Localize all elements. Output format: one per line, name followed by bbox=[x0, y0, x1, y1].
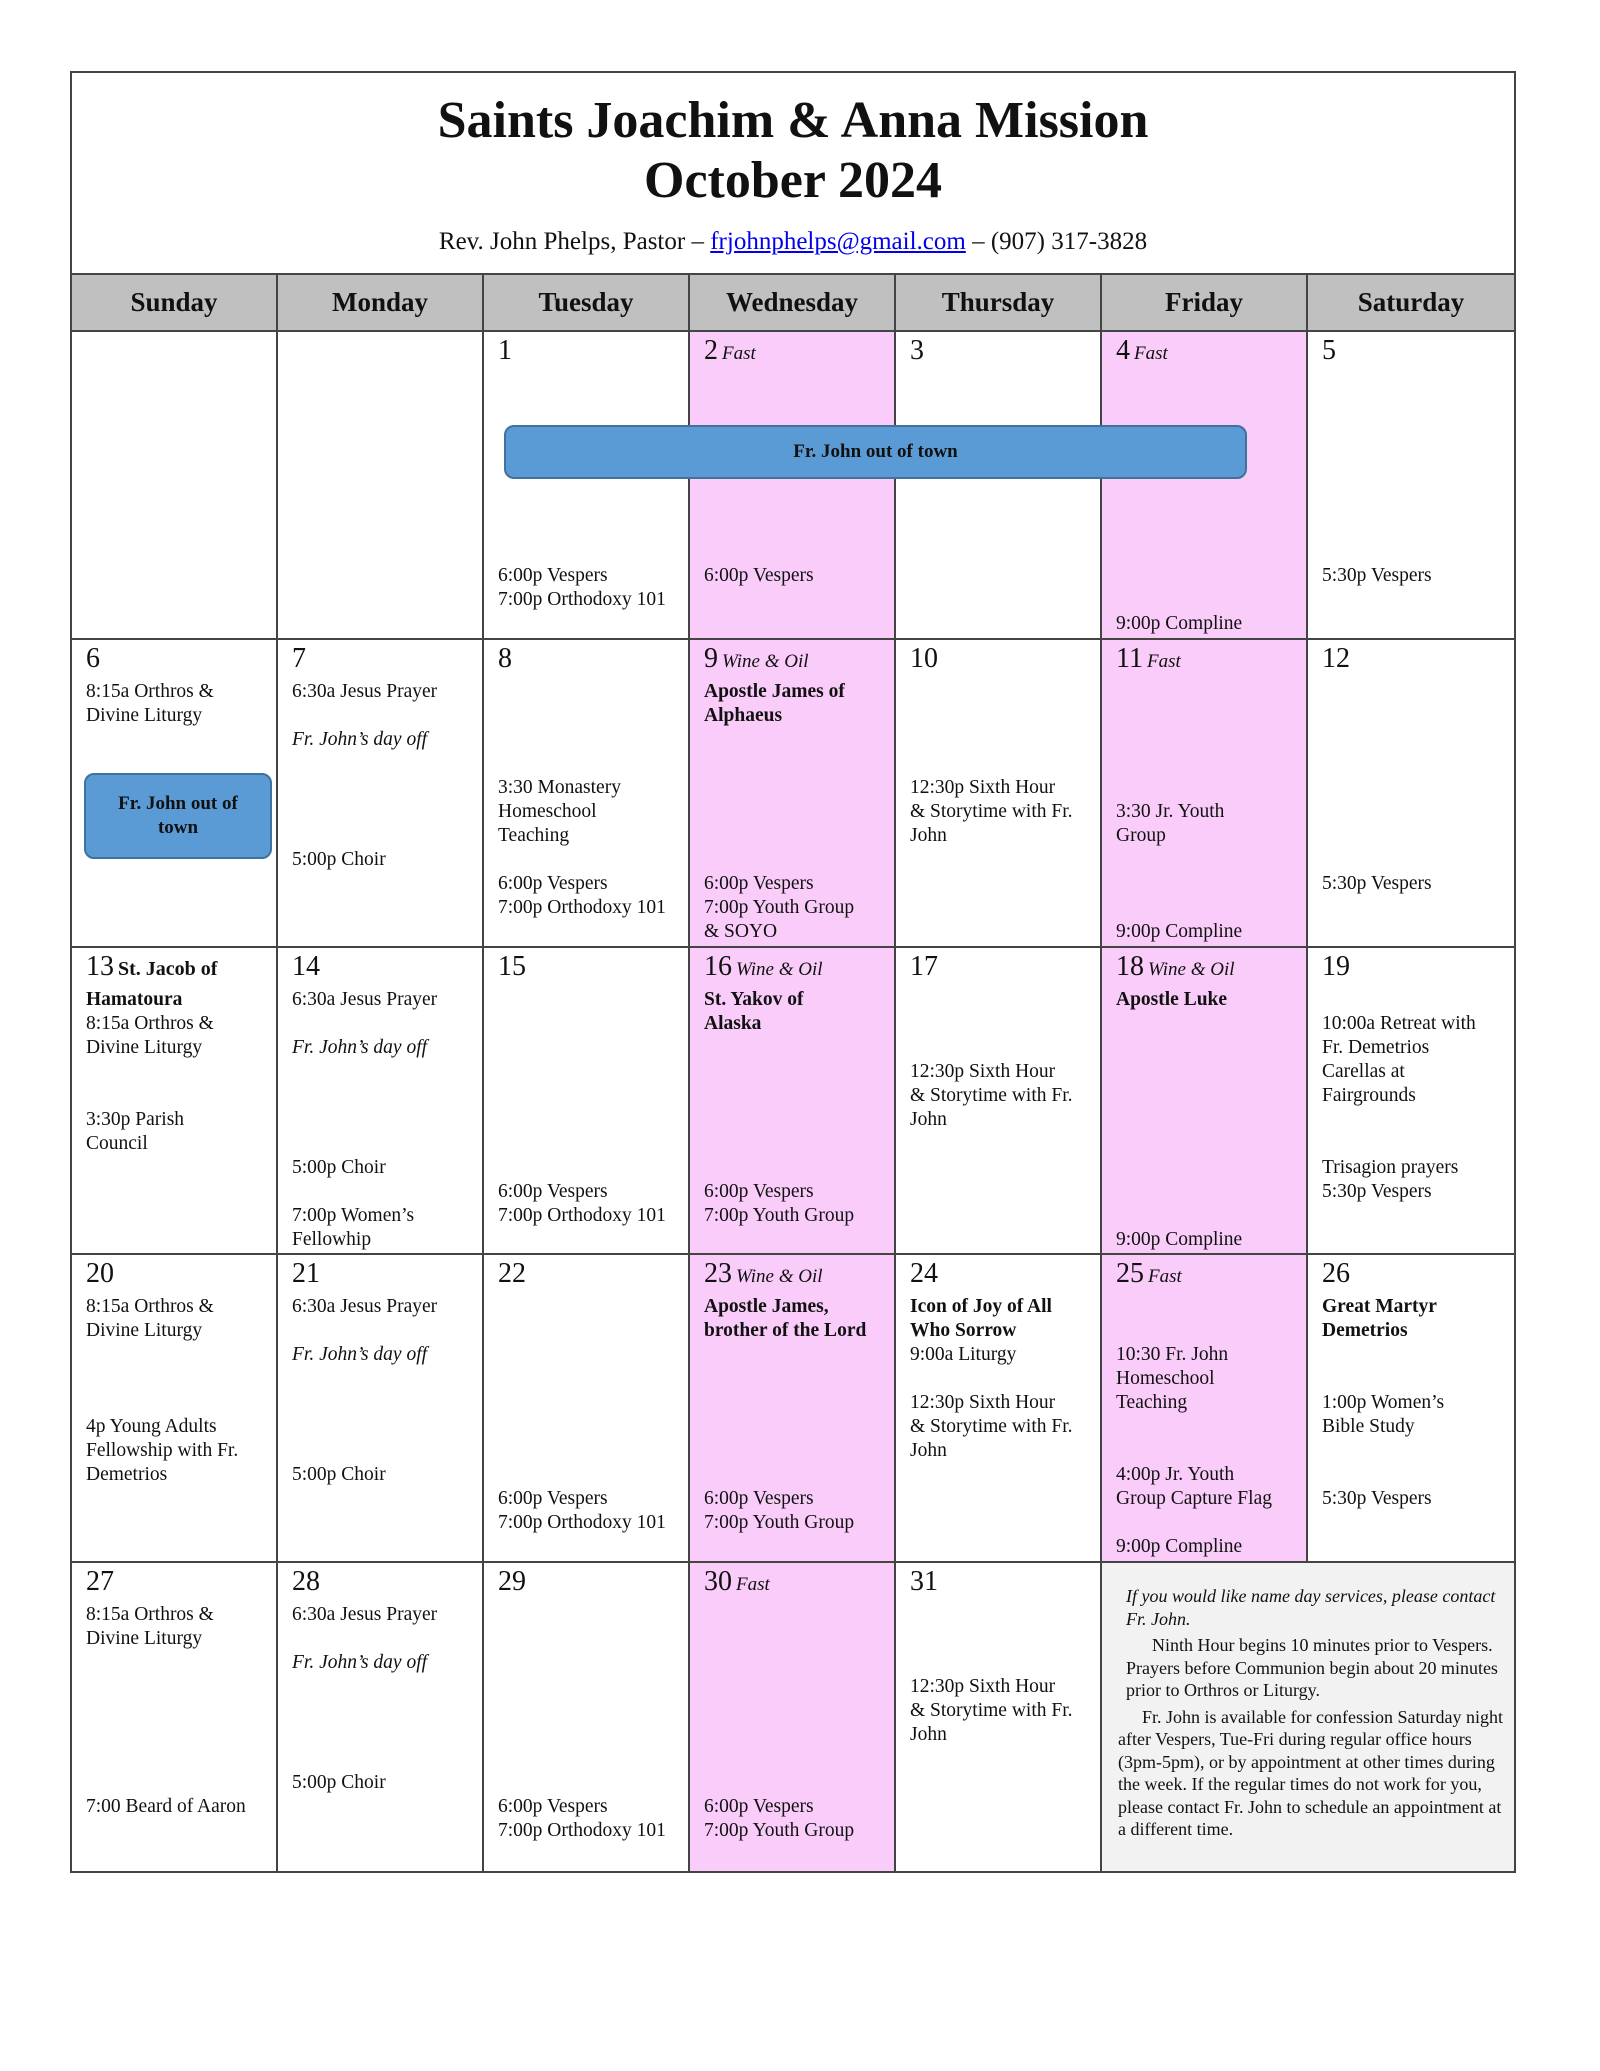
fast-label: Fast bbox=[736, 1574, 770, 1596]
day-cell-21 bbox=[278, 1255, 484, 1563]
feast-name: Apostle James, brother of the Lord bbox=[704, 1296, 867, 1342]
event: 10:30 Fr. John Homeschool Teaching bbox=[1116, 1344, 1229, 1414]
event: 8:15a Orthros & Divine Liturgy bbox=[86, 680, 214, 726]
day-number: 12 bbox=[1322, 642, 1350, 674]
event: 6:00p Vespers 7:00p Youth Group bbox=[704, 1796, 855, 1842]
event: 3:30 Monastery Homeschool Teaching bbox=[498, 776, 621, 846]
day-number: 1 bbox=[498, 335, 512, 366]
day-number: 13 bbox=[86, 950, 114, 982]
weekday-saturday: Saturday bbox=[1308, 275, 1514, 332]
day-cell-15 bbox=[484, 948, 690, 1256]
day-number: 26 bbox=[1322, 1258, 1350, 1290]
event: 1:00p Women’s Bible Study bbox=[1322, 1392, 1445, 1438]
day-number: 24 bbox=[910, 1258, 938, 1290]
day-off-note: Fr. John’s day off bbox=[292, 1344, 428, 1366]
ninth-hour-note: Ninth Hour begins 10 minutes prior to Vespers. Prayers before Communion begin about 20 minutes prior to Orthros or Liturgy. bbox=[1126, 1635, 1498, 1701]
day-number: 11 bbox=[1116, 642, 1143, 674]
event: 10:00a Retreat with Fr. Demetrios Carellas at Fairgrounds bbox=[1322, 1012, 1476, 1106]
feast-name: St. Yakov of Alaska bbox=[704, 988, 804, 1034]
feast-name: Apostle James of Alphaeus bbox=[704, 680, 845, 726]
day-cell-18 bbox=[1102, 948, 1308, 1256]
event: 6:00p Vespers 7:00p Orthodoxy 101 bbox=[498, 872, 666, 918]
event: 6:30a Jesus Prayer bbox=[292, 1296, 438, 1318]
weekday-wednesday: Wednesday bbox=[690, 275, 896, 332]
event: 5:00p Choir bbox=[292, 1464, 386, 1486]
event: 6:30a Jesus Prayer bbox=[292, 1604, 438, 1626]
day-cell-3 bbox=[896, 332, 1102, 640]
empty-day-cell bbox=[72, 332, 278, 640]
day-cell-7 bbox=[278, 640, 484, 948]
calendar-header bbox=[72, 73, 1514, 273]
feast-name: St. Jacob of bbox=[118, 957, 218, 980]
event: 3:30p Parish Council bbox=[86, 1108, 185, 1154]
day-cell-13 bbox=[72, 948, 278, 1256]
page-title bbox=[72, 91, 1514, 211]
name-day-note: If you would like name day services, please contact Fr. John. bbox=[1126, 1586, 1496, 1629]
day-number: 15 bbox=[498, 950, 526, 982]
day-cell-4 bbox=[1102, 332, 1308, 640]
mission-name: Saints Joachim & Anna Mission bbox=[437, 92, 1149, 149]
fast-label: Fast bbox=[1146, 650, 1181, 672]
fast-label: Fast bbox=[1134, 343, 1168, 364]
event: 4:00p Jr. Youth Group Capture Flag bbox=[1116, 1464, 1272, 1510]
pastor-name: Rev. John Phelps, Pastor – bbox=[438, 228, 711, 255]
event: 12:30p Sixth Hour & Storytime with Fr. John bbox=[910, 776, 1073, 846]
out-of-town-banner: Fr. John out of town bbox=[504, 425, 1247, 479]
day-cell-9 bbox=[690, 640, 896, 948]
day-cell-26 bbox=[1308, 1255, 1514, 1563]
event: 6:00p Vespers 7:00p Youth Group bbox=[704, 1180, 855, 1226]
day-cell-31 bbox=[896, 1563, 1102, 1871]
event: 6:00p Vespers 7:00p Youth Group bbox=[704, 1488, 855, 1534]
event: 5:30p Vespers bbox=[1322, 565, 1432, 586]
day-number: 7 bbox=[292, 642, 306, 674]
event: 6:30a Jesus Prayer bbox=[292, 680, 438, 702]
event: 6:00p Vespers 7:00p Orthodoxy 101 bbox=[498, 1796, 666, 1842]
event: 4p Young Adults Fellowship with Fr. Demetrios bbox=[86, 1416, 239, 1486]
fast-label: Fast bbox=[1148, 1266, 1182, 1288]
empty-day-cell bbox=[278, 332, 484, 640]
phone-number: – (907) 317-3828 bbox=[965, 228, 1148, 255]
day-number: 25 bbox=[1116, 1258, 1144, 1290]
day-cell-2 bbox=[690, 332, 896, 640]
event: 7:00 Beard of Aaron bbox=[86, 1796, 246, 1818]
event: 9:00a Liturgy bbox=[910, 1344, 1017, 1366]
day-cell-27 bbox=[72, 1563, 278, 1871]
event: 5:00p Choir bbox=[292, 1772, 386, 1794]
day-number: 9 bbox=[704, 642, 718, 674]
day-number: 3 bbox=[910, 335, 924, 366]
day-number: 29 bbox=[498, 1566, 526, 1598]
weekday-tuesday: Tuesday bbox=[484, 275, 690, 332]
day-number: 18 bbox=[1116, 950, 1144, 982]
event: 5:00p Choir bbox=[292, 848, 386, 870]
weekday-sunday: Sunday bbox=[72, 275, 278, 332]
event: 6:00p Vespers bbox=[704, 565, 814, 586]
event: 9:00p Compline bbox=[1116, 1536, 1243, 1558]
event: 12:30p Sixth Hour & Storytime with Fr. John bbox=[910, 1392, 1073, 1462]
notes-cell bbox=[1102, 1563, 1514, 1871]
event: 9:00p Compline bbox=[1116, 613, 1243, 634]
event: 12:30p Sixth Hour & Storytime with Fr. John bbox=[910, 1676, 1073, 1746]
day-number: 8 bbox=[498, 642, 512, 674]
feast-name: Icon of Joy of All Who Sorrow bbox=[910, 1296, 1052, 1342]
day-cell-10 bbox=[896, 640, 1102, 948]
event: 8:15a Orthros & Divine Liturgy bbox=[86, 1012, 214, 1058]
day-number: 4 bbox=[1116, 335, 1130, 366]
day-number: 10 bbox=[910, 642, 938, 674]
day-number: 16 bbox=[704, 950, 732, 982]
day-number: 27 bbox=[86, 1566, 114, 1598]
day-cell-12 bbox=[1308, 640, 1514, 948]
event: 6:30a Jesus Prayer bbox=[292, 988, 438, 1010]
fast-label: Wine & Oil bbox=[736, 1266, 823, 1288]
day-cell-20 bbox=[72, 1255, 278, 1563]
event: 3:30 Jr. Youth Group bbox=[1116, 800, 1225, 846]
day-number: 6 bbox=[86, 642, 100, 674]
event: 12:30p Sixth Hour & Storytime with Fr. John bbox=[910, 1060, 1073, 1130]
day-cell-30 bbox=[690, 1563, 896, 1871]
email-link[interactable]: frjohnphelps@gmail.com bbox=[710, 228, 966, 255]
weekday-thursday: Thursday bbox=[896, 275, 1102, 332]
feast-name: Apostle Luke bbox=[1116, 988, 1228, 1010]
day-number: 23 bbox=[704, 1258, 732, 1290]
day-cell-25 bbox=[1102, 1255, 1308, 1563]
day-off-note: Fr. John’s day off bbox=[292, 728, 428, 750]
day-number: 14 bbox=[292, 950, 320, 982]
event: 6:00p Vespers 7:00p Orthodoxy 101 bbox=[498, 1180, 666, 1226]
event: 5:30p Vespers bbox=[1322, 1488, 1432, 1510]
day-cell-14 bbox=[278, 948, 484, 1256]
feast-name: Great Martyr Demetrios bbox=[1322, 1296, 1437, 1342]
day-number: 2 bbox=[704, 335, 718, 366]
day-cell-24 bbox=[896, 1255, 1102, 1563]
day-number: 5 bbox=[1322, 335, 1336, 366]
day-number: 31 bbox=[910, 1566, 938, 1598]
calendar-page bbox=[70, 71, 1516, 1873]
day-cell-8 bbox=[484, 640, 690, 948]
day-cell-28 bbox=[278, 1563, 484, 1871]
event: 5:30p Vespers bbox=[1322, 872, 1432, 894]
day-cell-11 bbox=[1102, 640, 1308, 948]
weekday-friday: Friday bbox=[1102, 275, 1308, 332]
day-number: 30 bbox=[704, 1566, 732, 1598]
fast-label: Wine & Oil bbox=[736, 958, 823, 980]
month-title: October 2024 bbox=[644, 152, 942, 209]
day-cell-19 bbox=[1308, 948, 1514, 1256]
confession-note: Fr. John is available for confession Saturday night after Vespers, Tue-Fri during regular office hours (3pm-5pm), or by appointment at other times during the week. If the regular times do not work for you, please contact Fr. John to schedule an appointment at a different time. bbox=[1118, 1706, 1503, 1840]
event: 5:00p Choir bbox=[292, 1156, 386, 1178]
day-off-note: Fr. John’s day off bbox=[292, 1036, 428, 1058]
day-number: 28 bbox=[292, 1566, 320, 1598]
day-number: 19 bbox=[1322, 950, 1350, 982]
event: 9:00p Compline bbox=[1116, 920, 1243, 942]
event: 6:00p Vespers 7:00p Orthodoxy 101 bbox=[498, 1488, 666, 1534]
pastor-contact bbox=[72, 227, 1514, 257]
event: 8:15a Orthros & Divine Liturgy bbox=[86, 1604, 214, 1650]
day-number: 20 bbox=[86, 1258, 114, 1290]
event: Trisagion prayers 5:30p Vespers bbox=[1322, 1156, 1459, 1202]
day-cell-17 bbox=[896, 948, 1102, 1256]
event: 7:00p Women’s Fellowhip bbox=[292, 1204, 415, 1250]
event: 6:00p Vespers 7:00p Youth Group & SOYO bbox=[704, 872, 855, 942]
fast-label: Wine & Oil bbox=[1148, 958, 1235, 980]
day-cell-29 bbox=[484, 1563, 690, 1871]
event: 8:15a Orthros & Divine Liturgy bbox=[86, 1296, 214, 1342]
day-cell-16 bbox=[690, 948, 896, 1256]
fast-label: Wine & Oil bbox=[722, 650, 809, 672]
out-of-town-banner: Fr. John out of town bbox=[84, 773, 272, 859]
day-off-note: Fr. John’s day off bbox=[292, 1652, 428, 1674]
day-cell-23 bbox=[690, 1255, 896, 1563]
day-number: 17 bbox=[910, 950, 938, 982]
day-cell-22 bbox=[484, 1255, 690, 1563]
day-cell-6 bbox=[72, 640, 278, 948]
weekday-monday: Monday bbox=[278, 275, 484, 332]
day-number: 21 bbox=[292, 1258, 320, 1290]
event: 9:00p Compline bbox=[1116, 1228, 1243, 1250]
calendar-grid bbox=[72, 273, 1514, 1871]
day-number: 22 bbox=[498, 1258, 526, 1290]
fast-label: Fast bbox=[722, 343, 756, 364]
event: 6:00p Vespers 7:00p Orthodoxy 101 bbox=[498, 565, 666, 610]
day-cell-5 bbox=[1308, 332, 1514, 640]
feast-name: Hamatoura bbox=[86, 988, 183, 1010]
